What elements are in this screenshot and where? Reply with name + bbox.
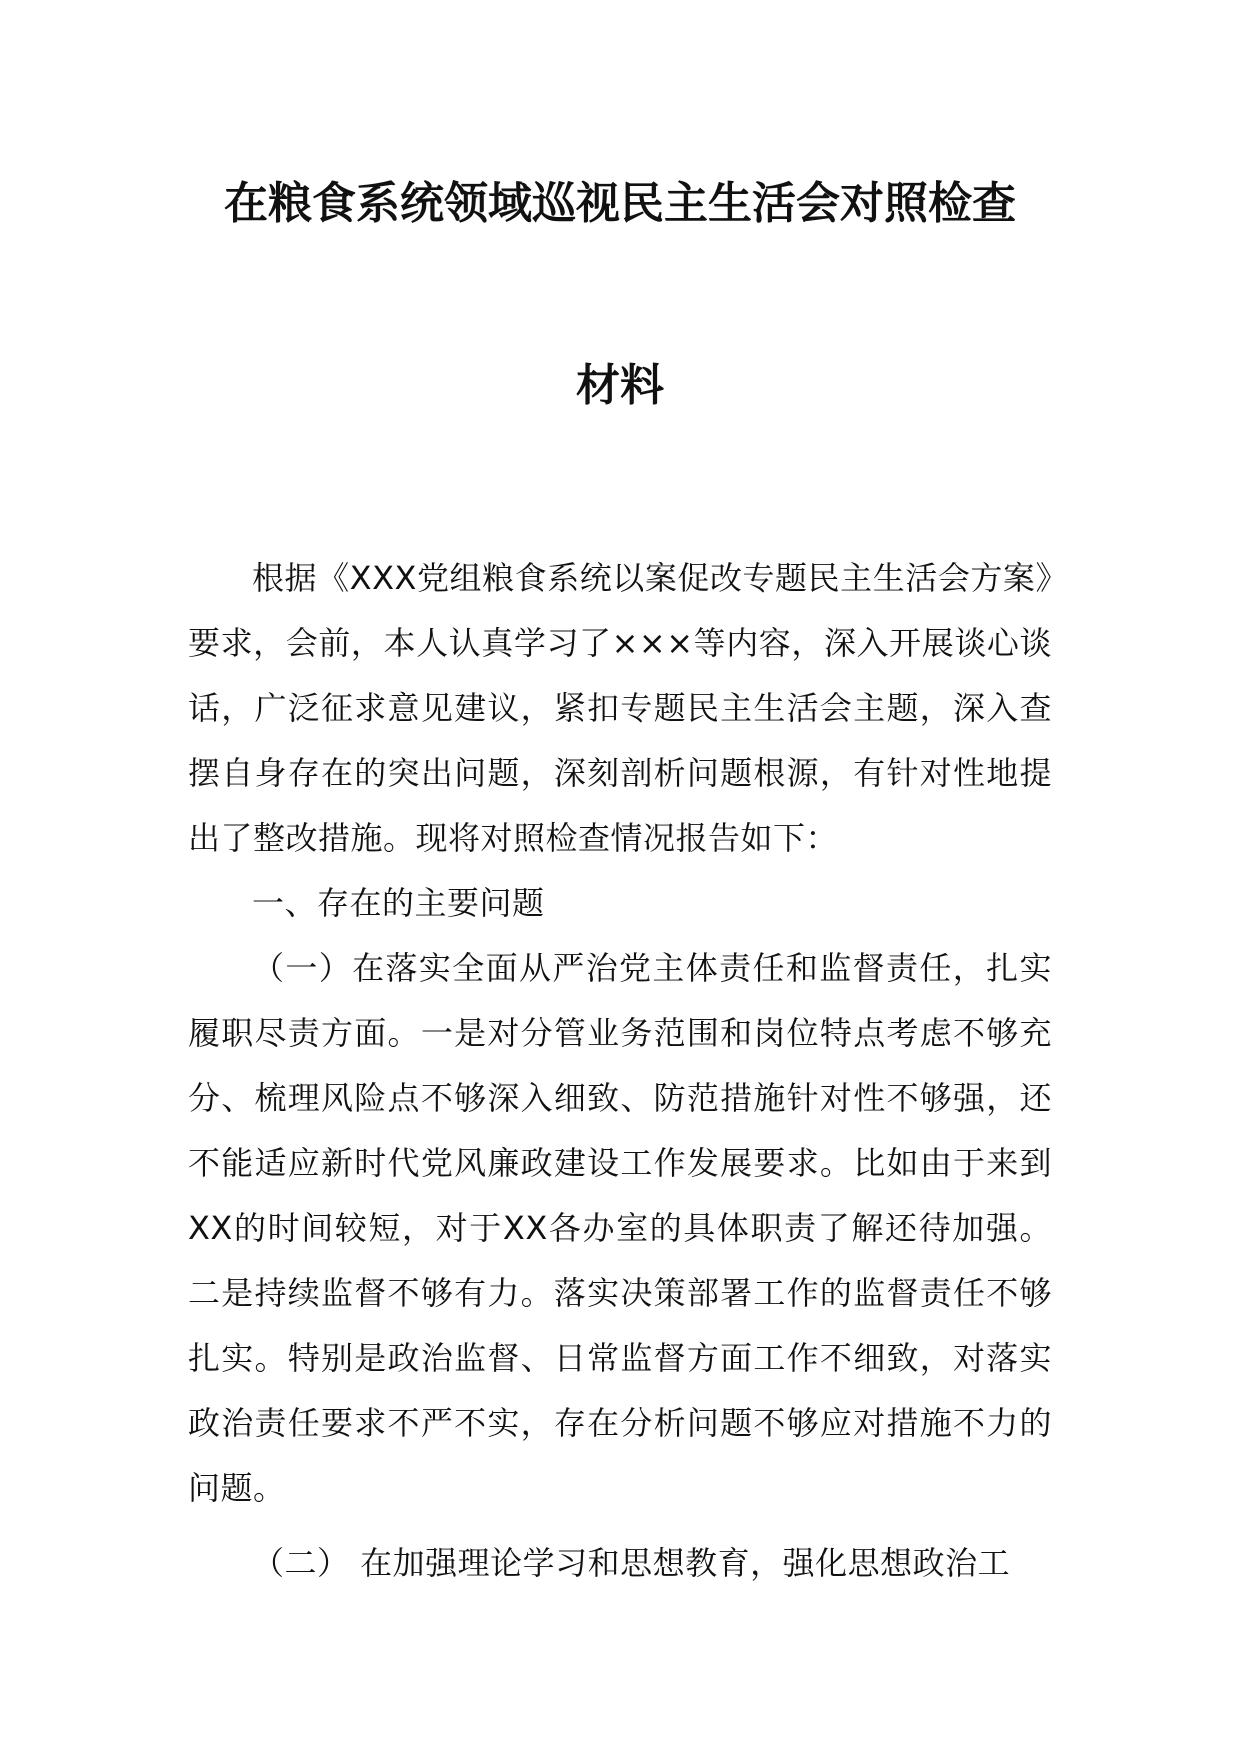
intro-paragraph: 根据《XXX党组粮食系统以案促改专题民主生活会方案》要求，会前，本人认真学习了×××等内容，深入开展谈心谈话，广泛征求意见建议，紧扣专题民主生活会主题，深入查摆自身存在的突出问题，深刻剖析问题根源，有针对性地提出了整改措施。现将对照检查情况报告如下： bbox=[188, 559, 1052, 857]
document-title-line-1: 在粮食系统领域巡视民主生活会对照检查 bbox=[224, 178, 1016, 229]
problem-paragraph-1: （一）在落实全面从严治党主体责任和监督责任，扎实履职尽责方面。一是对分管业务范围和岗位特点考虑不够充分、梳理风险点不够深入细致、防范措施针对性不够强，还不能适应新时代党风廉政建设工作发展要求。比如由于来到XX的时间较短，对于XX各办室的具体职责了解还待加强。二是持续监督不够有力。落实决策部署工作的监督责任不够扎实。特别是政治监督、日常监督方面工作不细致，对落实政治责任要求不严不实，存在分析问题不够应对措施不力的问题。 bbox=[188, 949, 1052, 1507]
section-heading-main-problems: 一、存在的主要问题 bbox=[252, 884, 545, 922]
document-title-line-2: 材料 bbox=[576, 360, 664, 411]
problem-paragraph-2: （二） 在加强理论学习和思想教育，强化思想政治工 bbox=[252, 1544, 1011, 1582]
document-body bbox=[188, 546, 1052, 1596]
